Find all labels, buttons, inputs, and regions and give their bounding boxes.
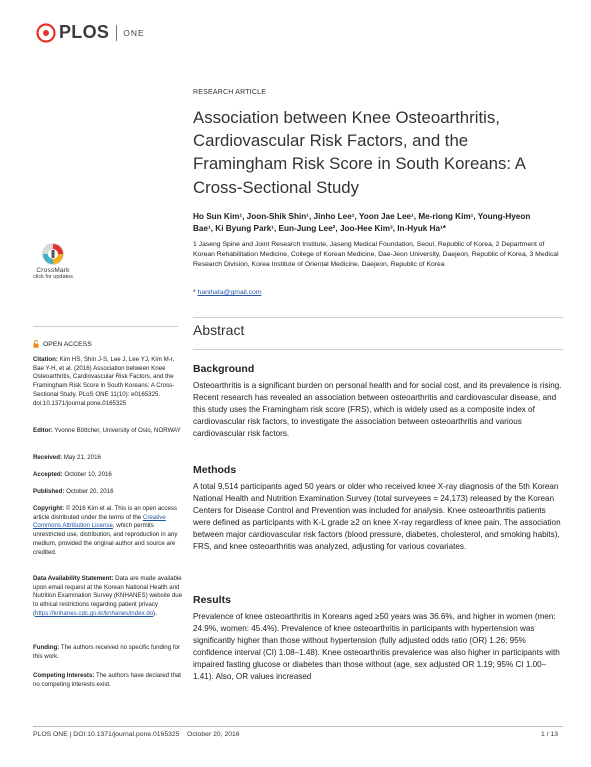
plos-one-logo <box>36 22 145 43</box>
crossmark-badge[interactable] <box>33 242 73 280</box>
competing-interests-label: Competing Interests: <box>33 672 95 679</box>
background-heading: Background <box>193 363 255 375</box>
page-number: 1 / 13 <box>541 731 559 738</box>
brand-name: PLOS <box>59 22 110 42</box>
crossmark-label: CrossMark <box>36 267 70 274</box>
received-date: May 21, 2016 <box>62 454 101 461</box>
journal-name: ONE <box>123 27 145 38</box>
received-block <box>33 454 183 463</box>
citation-block <box>33 356 183 408</box>
copyright-text: © 2016 Kim et al. This is an open access article distributed under the terms of the <box>33 505 178 521</box>
editor-text: Yvonne Böttcher, University of Oslo, NORWAY <box>52 427 181 434</box>
open-lock-icon <box>33 340 39 348</box>
open-access-label: OPEN ACCESS <box>43 340 92 348</box>
abstract-heading: Abstract <box>193 322 245 338</box>
data-availability-label: Data Availability Statement: <box>33 575 114 582</box>
crossmark-sublabel: click for updates <box>33 274 73 280</box>
author-list: Ho Sun Kim¹, Joon-Shik Shin¹, Jinho Lee¹, Yoon Jae Lee¹, Me-riong Kim¹, Young-Hyeon Bae¹, Ki Byung Park¹, Eun-Jung Lee², Joo-Hee Kim³, In-Hyuk Ha¹* <box>193 212 531 233</box>
citation-text: Kim HS, Shin J-S, Lee J, Lee YJ, Kim M-r, Bae Y-H, et al. (2016) Association between Knee Osteoarthritis, Cardiovascular Risk Factors, and the Framingham Risk Score in South Koreans: A Cross-Sectional Study. PLoS ONE 11(10): e0165325. doi:10.1371/journal.pone.0165325 <box>33 356 175 407</box>
article-type: RESEARCH ARTICLE <box>193 89 267 96</box>
published-block <box>33 488 183 497</box>
email-marker: * <box>193 289 198 296</box>
results-text: Prevalence of knee osteoarthritis in Koreans aged ≥50 years was 36.6%, and higher in women (men: 24.9%, women: 45.4%). Prevalence of knee osteoarthritis in participants with hypertension was significantly higher than those without hypertension (fully adjusted odds ratio (OR) 1.26; 95% confidence interval (CI) 1.08–1.48). Knee osteoarthritis prevalence was also higher in participants with impaired fasting glucose or diabetes than those without (age, sex adjusted OR 1.19; 95% CI 1.00–1.41). Also, OR values increased <box>193 612 560 681</box>
copyright-label: Copyright: <box>33 505 65 512</box>
open-access-badge <box>33 340 92 348</box>
citation-label: Citation: <box>33 356 58 363</box>
copyright-block <box>33 505 183 557</box>
competing-interests-block <box>33 672 183 689</box>
published-label: Published: <box>33 488 65 495</box>
article-title: Association between Knee Osteoarthritis, Cardiovascular Risk Factors, and the Framingham Risk Score in South Koreans: A Cross-Sectional Study <box>193 108 526 197</box>
accepted-label: Accepted: <box>33 471 63 478</box>
data-availability-end: ). <box>153 609 157 617</box>
divider <box>193 317 563 318</box>
data-availability-text: Data are made available upon email request at the Korean National Health and Nutrition Examination Survey (KNHANES) website due to ethical restrictions regarding patient privacy ( <box>33 575 183 617</box>
funding-text: The authors received no specific funding for this work. <box>33 644 180 660</box>
footer-citation: PLOS ONE | DOI:10.1371/journal.pone.0165325 October 20, 2016 <box>33 731 240 738</box>
results-heading: Results <box>193 594 231 606</box>
data-availability-block <box>33 575 183 619</box>
logo-divider <box>116 25 117 41</box>
divider <box>193 349 563 350</box>
copyright-text-end: , which permits unrestricted use, distribution, and reproduction in any medium, provided the original author and source are credited. <box>33 522 178 556</box>
affiliations: 1 Jaseng Spine and Joint Research Institute, Jaseng Medical Foundation, Seoul, Republic of Korea, 2 Department of Korean Rehabilitation Medicine, College of Korean Medicine, Dae-Jeon University, Daejeon, Republic of Korea, 3 Medical Research Division, Korea Institute of Oriental Medicine, Daejeon, Republic of Korea <box>193 241 559 268</box>
funding-block <box>33 644 183 661</box>
accepted-date: October 10, 2016 <box>62 471 112 478</box>
editor-block <box>33 427 183 436</box>
license-link[interactable]: Creative Commons Attribution License <box>33 513 166 530</box>
email-link[interactable]: hanihata@gmail.com <box>197 289 262 296</box>
received-label: Received: <box>33 454 63 461</box>
accepted-block <box>33 471 183 480</box>
methods-heading: Methods <box>193 464 237 476</box>
methods-text: A total 9,514 participants aged 50 years or older who received knee X-ray diagnosis of the 5th Korean National Health and Nutrition Examination Survey (total surveyees = 24,173) released by the Korean Centers for Disease Control and Prevention was included for analysis. Knee osteoarthritis patients were defined as participants with K-L grade ≥2 on knee X-ray regardless of knee pain. The association between major cardiovascular risk factors (blood pressure, diabetes, cholesterol, and smoking habits), FRS, and knee osteoarthritis was analyzed, adjusting for various covariates. <box>193 482 561 551</box>
background-text: Osteoarthritis is a significant burden on personal health and for social cost, and its prevalence is rising. Recent research has revealed an association between osteoarthritis and cardiovascular disease, and this study uses the Framingham risk score (FRS), which is widely used as a composite index of cardiovascular risk factors, to investigate the association between osteoarthritis and various cardiovascular risk factors. <box>193 381 562 438</box>
corresponding-email <box>193 289 262 296</box>
knhanes-link[interactable]: https://knhanes.cdc.go.kr/knhanes/index.do <box>35 609 154 617</box>
editor-label: Editor: <box>33 427 53 434</box>
competing-interests-text: The authors have declared that no competing interests exist. <box>33 672 182 688</box>
funding-label: Funding: <box>33 644 60 651</box>
published-date: October 20, 2016 <box>64 488 114 495</box>
divider <box>33 326 178 327</box>
crossmark-icon <box>41 242 65 266</box>
plos-logo-icon <box>36 23 56 43</box>
footer-divider <box>33 726 563 727</box>
